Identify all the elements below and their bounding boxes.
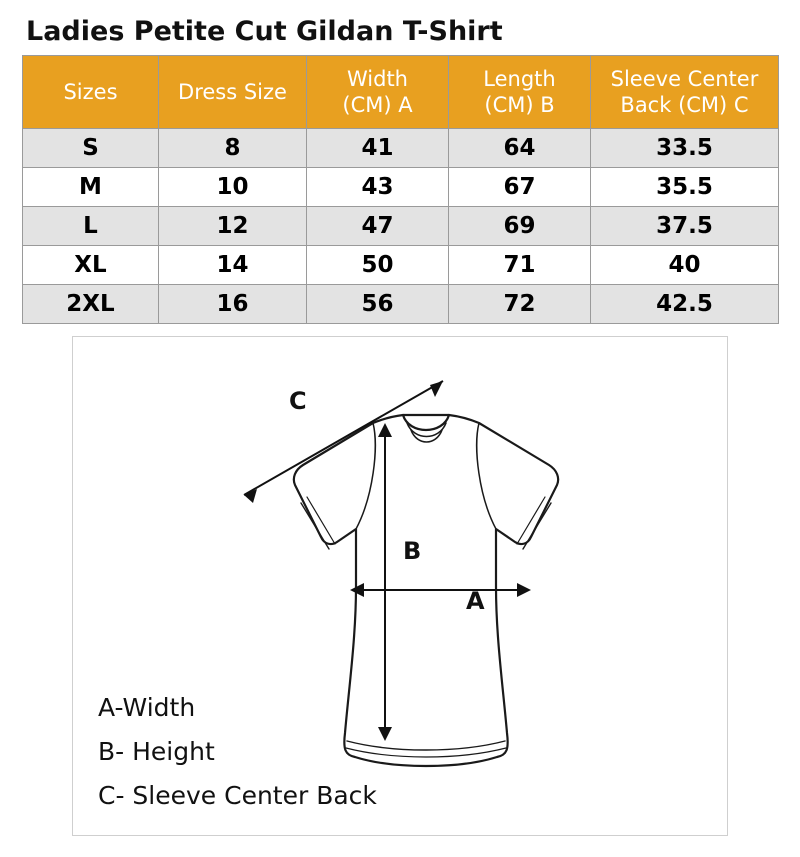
cell-width: 41 — [307, 129, 449, 168]
cell-length: 69 — [449, 207, 591, 246]
column-header-width — [307, 56, 449, 129]
cell-sleeve: 40 — [591, 246, 779, 285]
cell-length: 64 — [449, 129, 591, 168]
cell-dress-size: 14 — [159, 246, 307, 285]
legend-item-width: A-Width — [98, 693, 196, 722]
cell-dress-size: 16 — [159, 285, 307, 324]
legend — [98, 686, 377, 818]
header-line: (CM) A — [342, 93, 413, 117]
cell-dress-size: 12 — [159, 207, 307, 246]
cell-dress-size: 10 — [159, 168, 307, 207]
table-header-row — [23, 56, 779, 129]
cell-length: 67 — [449, 168, 591, 207]
cell-sleeve: 37.5 — [591, 207, 779, 246]
arrow-head-a-right — [517, 583, 531, 597]
shoulder-seam-left — [356, 423, 375, 529]
table-row — [23, 129, 779, 168]
arrow-head-b-top — [378, 423, 392, 437]
cell-width: 56 — [307, 285, 449, 324]
cell-width: 43 — [307, 168, 449, 207]
cell-size: XL — [23, 246, 159, 285]
cell-width: 47 — [307, 207, 449, 246]
cell-dress-size: 8 — [159, 129, 307, 168]
column-header-sleeve-center-back — [591, 56, 779, 129]
size-table — [22, 55, 779, 324]
shoulder-seam-right — [477, 423, 496, 529]
legend-item-height: B- Height — [98, 737, 215, 766]
cell-length: 72 — [449, 285, 591, 324]
column-header-length — [449, 56, 591, 129]
header-line: Sleeve Center — [610, 66, 759, 91]
label-c: C — [289, 387, 307, 415]
cell-sleeve: 33.5 — [591, 129, 779, 168]
column-header-sizes — [23, 56, 159, 129]
cell-sleeve: 42.5 — [591, 285, 779, 324]
table-row — [23, 285, 779, 324]
cell-length: 71 — [449, 246, 591, 285]
label-a: A — [466, 587, 485, 615]
header-line: Sizes — [63, 79, 118, 104]
table-row — [23, 207, 779, 246]
header-line: Width — [346, 66, 408, 91]
header-line: Back (CM) C — [620, 93, 749, 117]
arrow-head-b-bottom — [378, 727, 392, 741]
label-b: B — [403, 537, 422, 565]
cell-size: M — [23, 168, 159, 207]
page-title: Ladies Petite Cut Gildan T-Shirt — [26, 16, 503, 47]
header-line: (CM) B — [484, 93, 555, 117]
column-header-dress-size — [159, 56, 307, 129]
header-line: Length — [483, 66, 556, 91]
arrow-head-c-end — [430, 381, 443, 397]
arrow-line-c — [244, 381, 443, 495]
cell-size: 2XL — [23, 285, 159, 324]
cell-sleeve: 35.5 — [591, 168, 779, 207]
legend-item-sleeve: C- Sleeve Center Back — [98, 781, 377, 810]
header-line: Dress Size — [178, 79, 287, 104]
cell-width: 50 — [307, 246, 449, 285]
table-row — [23, 246, 779, 285]
table-row — [23, 168, 779, 207]
cell-size: L — [23, 207, 159, 246]
cell-size: S — [23, 129, 159, 168]
measurement-labels — [289, 387, 485, 615]
